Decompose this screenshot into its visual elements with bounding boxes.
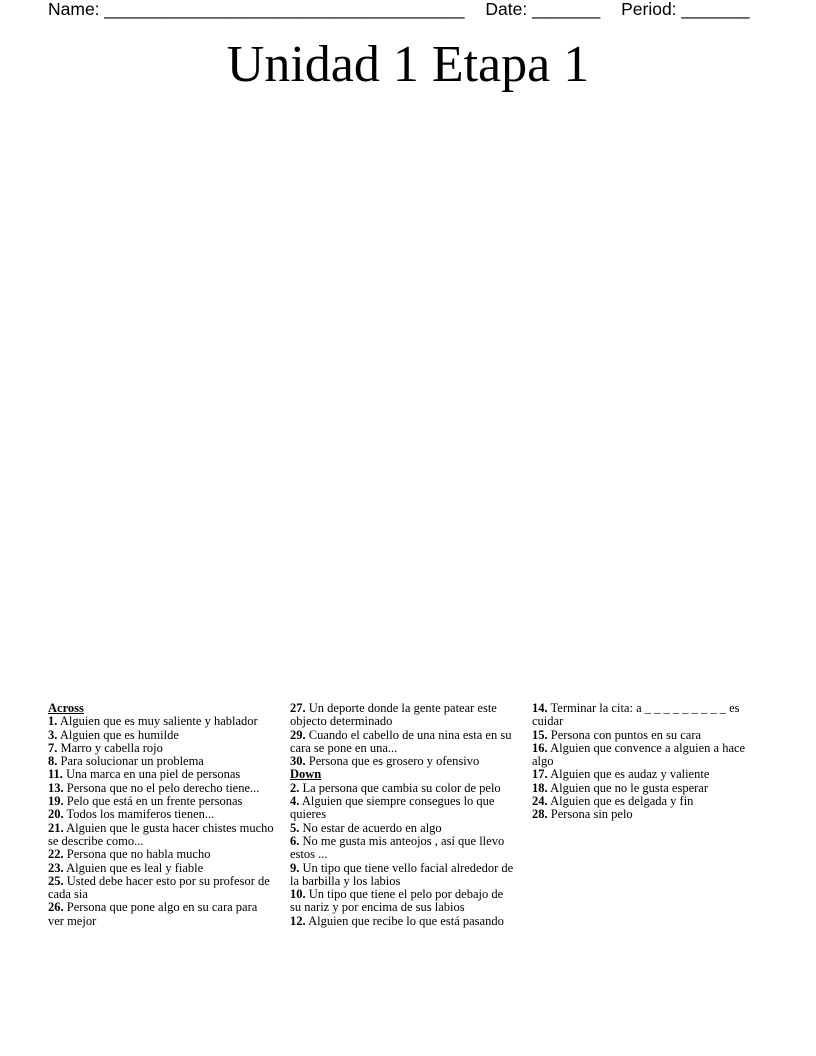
- clue-item: [290, 782, 516, 795]
- clue-item: [532, 795, 758, 808]
- clue-item: [48, 822, 274, 849]
- clue-number: 14.: [532, 701, 548, 715]
- clue-column-2: [290, 702, 516, 928]
- clue-text: Persona que no el pelo derecho tiene...: [66, 780, 260, 795]
- clue-text: La persona que cambia su color de pelo: [302, 780, 501, 795]
- clue-item: [48, 808, 274, 821]
- clue-item: [532, 702, 758, 729]
- clue-text: Todos los mamiferos tienen...: [66, 807, 215, 822]
- clue-item: [290, 795, 516, 822]
- clue-item: [532, 782, 758, 795]
- clue-text: Usted debe hacer esto por su profesor de cada sia: [48, 873, 270, 902]
- clue-number: 24.: [532, 794, 548, 809]
- clue-number: 9.: [290, 860, 300, 875]
- clue-number: 4.: [290, 794, 300, 809]
- clue-text: Una marca en una piel de personas: [66, 767, 241, 782]
- clue-item: [290, 702, 516, 729]
- clue-item: [48, 782, 274, 795]
- clue-text: Marro y cabella rojo: [60, 740, 163, 755]
- clue-text: Persona con puntos en su cara: [550, 727, 702, 742]
- clue-text: Alguien que es leal y fiable: [66, 860, 204, 875]
- period-field-label: Period: _______: [621, 0, 750, 19]
- worksheet-header: [48, 0, 768, 20]
- clue-number: 23.: [48, 860, 64, 875]
- clue-text: Un tipo que tiene el pelo por debajo de su nariz y por encima de sus labios: [290, 887, 504, 915]
- date-field-label: Date: _______: [485, 0, 601, 19]
- clue-number: 18.: [532, 780, 548, 795]
- clue-number: 26.: [48, 900, 64, 915]
- clue-number: 22.: [48, 847, 64, 862]
- clue-item: [48, 715, 274, 728]
- clue-text: Alguien que es delgada y fin: [550, 794, 694, 809]
- clue-number: 10.: [290, 887, 306, 902]
- clue-text: Alguien que no le gusta esperar: [550, 780, 708, 795]
- clue-number: 12.: [290, 913, 306, 928]
- clue-text: Un tipo que tiene vello facial alrededor de la barbilla y los labios: [290, 860, 514, 888]
- name-field-label: Name: _____________________________________: [48, 0, 465, 19]
- clue-number: 30.: [290, 754, 306, 769]
- clue-item: [48, 795, 274, 808]
- clue-text: Para solucionar un problema: [60, 754, 204, 769]
- clue-text: Alguien que convence a alguien a hace algo: [532, 740, 746, 769]
- clue-item: [290, 888, 516, 915]
- clue-text: Un deporte donde la gente patear este objecto determinado: [290, 701, 497, 729]
- clue-number: 11.: [48, 767, 63, 782]
- across-heading: Across: [48, 701, 84, 715]
- clue-text: Persona que es grosero y ofensivo: [308, 754, 480, 769]
- clue-item: [48, 901, 274, 928]
- clue-number: 19.: [48, 794, 64, 809]
- clue-item: [532, 808, 758, 821]
- clue-item: [290, 862, 516, 889]
- clue-item: [48, 755, 274, 768]
- clue-text: No estar de acuerdo en algo: [302, 820, 442, 835]
- clue-text: Persona que pone algo en su cara para ver mejor: [48, 900, 258, 928]
- clue-text: Alguien que es audaz y valiente: [550, 767, 710, 782]
- clue-text: Persona que no habla mucho: [66, 847, 211, 862]
- clue-number: 2.: [290, 780, 300, 795]
- clue-text: Persona sin pelo: [550, 807, 633, 822]
- clue-item: [48, 848, 274, 861]
- crossword-grid-area: [48, 110, 768, 690]
- clue-item: [290, 755, 516, 768]
- clue-item: [290, 835, 516, 862]
- clue-item: [290, 729, 516, 756]
- clue-number: 5.: [290, 820, 300, 835]
- clue-number: 16.: [532, 740, 548, 755]
- clue-text: Alguien que siempre consegues lo que quieres: [290, 794, 495, 822]
- clue-text: Alguien que recibe lo que está pasando: [308, 913, 504, 928]
- clue-item: [290, 822, 516, 835]
- clue-text: Alguien que es humilde: [59, 727, 179, 742]
- clue-item: [290, 915, 516, 928]
- clue-text: Cuando el cabello de una nina esta en su cara se pone en una...: [290, 727, 512, 755]
- clue-number: 29.: [290, 727, 306, 742]
- down-heading: Down: [290, 767, 322, 782]
- clue-item: [532, 729, 758, 742]
- clue-text: Alguien que le gusta hacer chistes mucho se describe como...: [48, 820, 274, 848]
- clue-item: [48, 875, 274, 902]
- clue-item: [532, 742, 758, 769]
- clue-number: 8.: [48, 754, 58, 769]
- clue-item: [48, 742, 274, 755]
- clue-number: 1.: [48, 714, 58, 729]
- clue-text: No me gusta mis anteojos , así que llevo estos ...: [290, 833, 505, 862]
- clue-item: [48, 862, 274, 875]
- clue-item: [48, 729, 274, 742]
- clue-item: [532, 768, 758, 781]
- clue-column-3: [532, 702, 758, 822]
- clue-number: 13.: [48, 780, 64, 795]
- clue-number: 7.: [48, 740, 58, 755]
- clue-number: 17.: [532, 767, 548, 782]
- page-title: Unidad 1 Etapa 1: [226, 36, 590, 93]
- clue-text: Alguien que es muy saliente y hablador: [59, 714, 258, 729]
- clue-number: 6.: [290, 833, 300, 848]
- clue-number: 25.: [48, 873, 64, 888]
- clue-number: 15.: [532, 727, 548, 742]
- clue-number: 21.: [48, 820, 64, 835]
- clue-number: 20.: [48, 807, 64, 822]
- clue-number: 3.: [48, 727, 58, 742]
- clue-number: 28.: [532, 807, 548, 822]
- clue-item: [48, 768, 274, 781]
- clue-number: 27.: [290, 701, 306, 715]
- clue-column-1: [48, 702, 274, 928]
- clue-text: Pelo que está en un frente personas: [66, 794, 243, 809]
- clue-text: Terminar la cita: a _ _ _ _ _ _ _ _ _ es cuidar: [532, 701, 740, 729]
